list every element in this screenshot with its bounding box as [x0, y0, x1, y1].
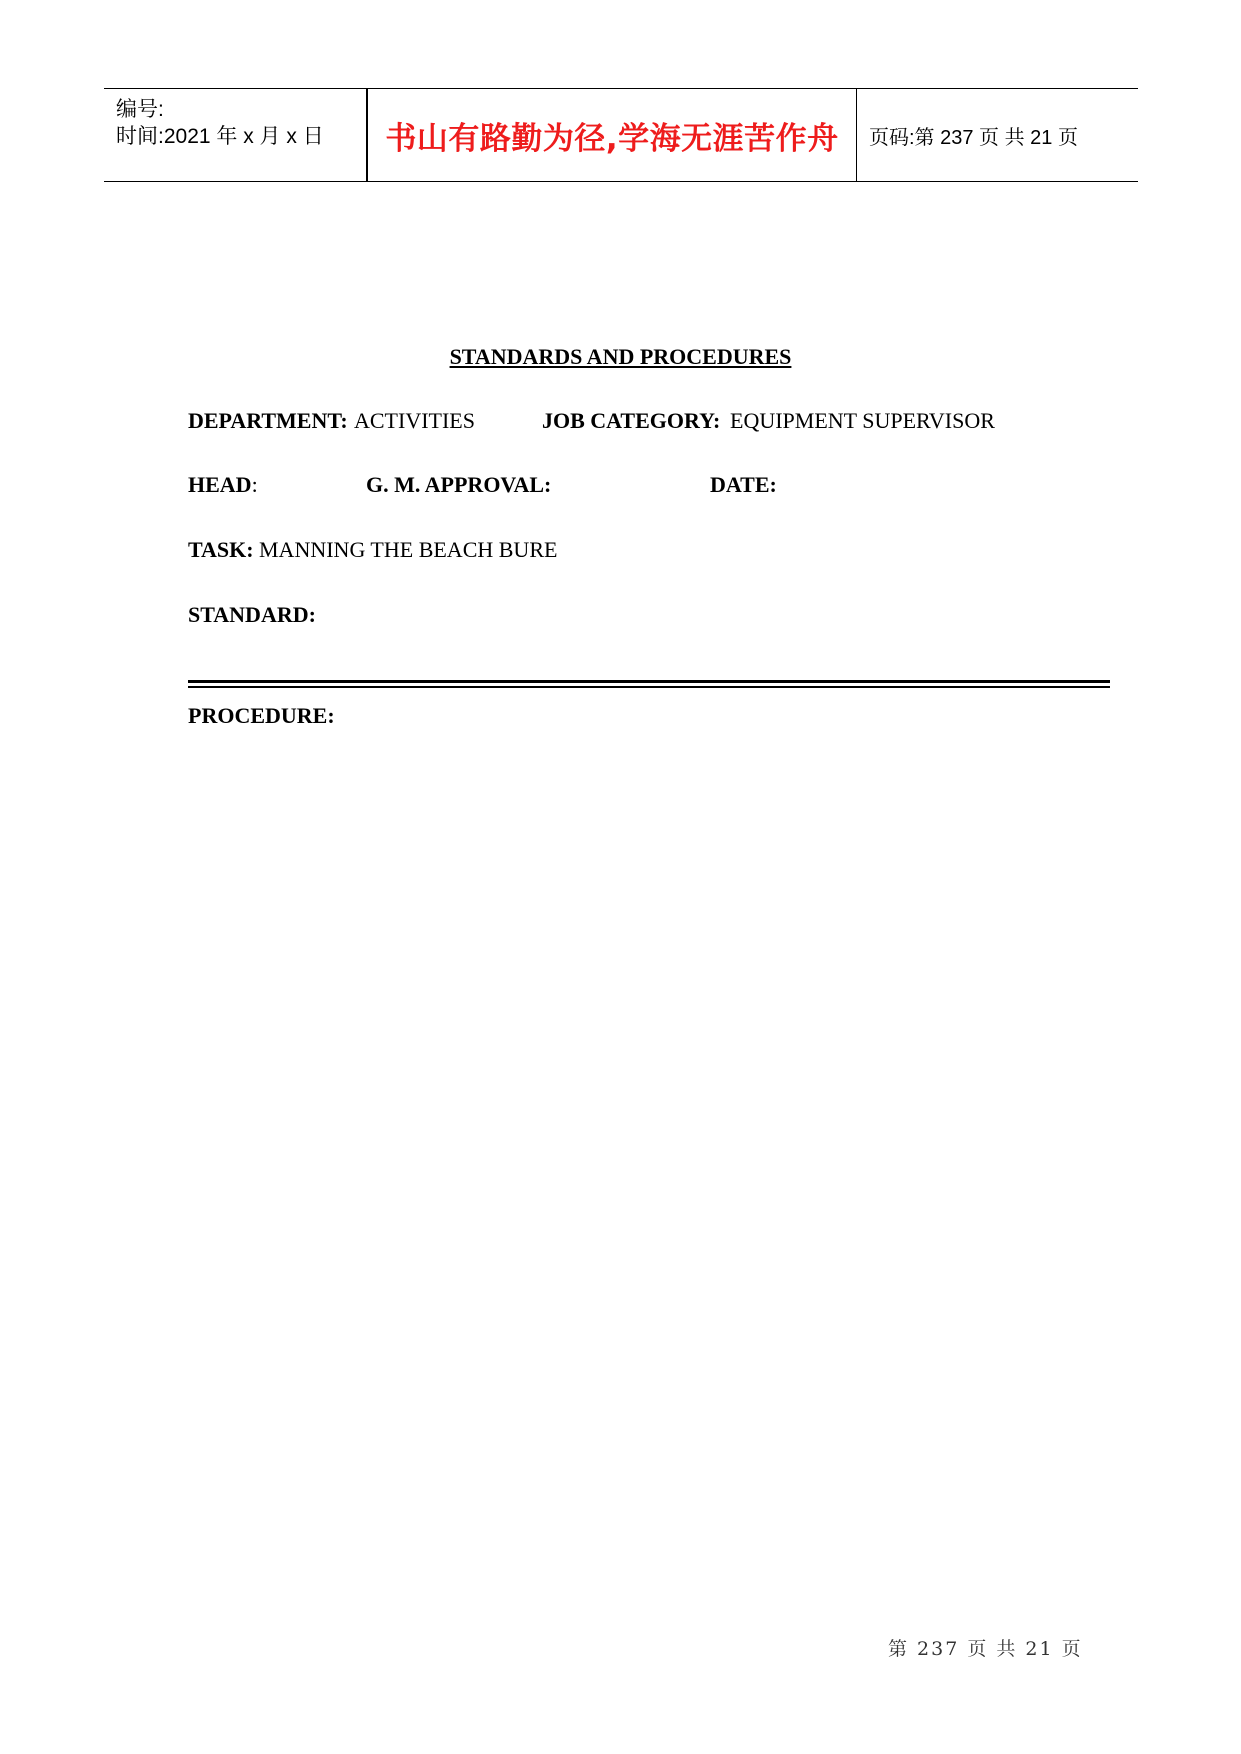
- header-page-cell: [857, 89, 1138, 181]
- head-field: [188, 472, 258, 498]
- document-date-label: 时间:2021 年 x 月 x 日: [116, 125, 324, 148]
- header-meta-cell: [104, 89, 368, 181]
- task-value: MANNING THE BEACH BURE: [259, 537, 558, 562]
- head-colon: :: [251, 472, 258, 497]
- task-label: TASK:: [188, 537, 254, 562]
- section-divider: [188, 680, 1110, 688]
- standard-label: STANDARD:: [188, 602, 316, 627]
- job-category-value: EQUIPMENT SUPERVISOR: [730, 408, 995, 433]
- procedure-label: PROCEDURE:: [188, 703, 335, 728]
- page-header: [104, 88, 1138, 182]
- gm-approval-label: G. M. APPROVAL:: [366, 472, 552, 497]
- document-title: STANDARDS AND PROCEDURES: [449, 344, 792, 369]
- date-label: DATE:: [710, 472, 777, 497]
- header-motto: 书山有路勤为径,学海无涯苦作舟: [385, 120, 839, 157]
- department-value: ACTIVITIES: [354, 408, 475, 433]
- header-motto-cell: [368, 89, 857, 181]
- page-footer: 第 237 页 共 21 页: [888, 1638, 1083, 1660]
- job-category-label: JOB CATEGORY:: [542, 408, 721, 433]
- header-page-code: 页码:第 237 页 共 21 页: [869, 126, 1078, 149]
- department-label: DEPARTMENT:: [188, 408, 348, 433]
- head-label: HEAD: [188, 472, 252, 497]
- document-number-label: 编号:: [116, 98, 164, 121]
